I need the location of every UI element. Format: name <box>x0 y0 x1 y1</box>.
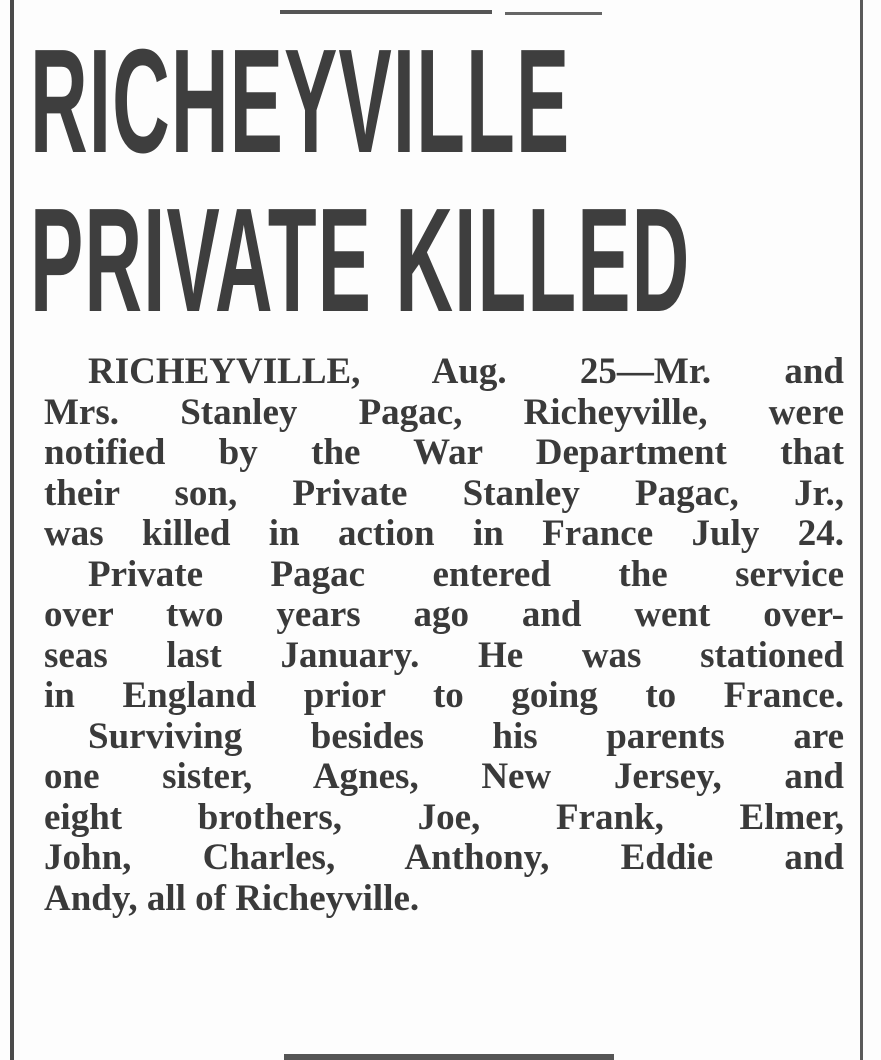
dateline: RICHEYVILLE, Aug. 25—Mr. and <box>88 351 844 392</box>
body-line: John, Charles, Anthony, Eddie and <box>44 837 844 878</box>
body-line: their son, Private Stanley Pagac, Jr., <box>44 472 844 514</box>
body-line: Mrs. Stanley Pagac, Richeyville, were <box>44 391 844 433</box>
body-line: eight brothers, Joe, Frank, Elmer, <box>44 796 844 838</box>
headline-line-2: PRIVATE KILLED <box>30 178 691 343</box>
top-rule-short <box>505 12 602 15</box>
headline-line-1: RICHEYVILLE <box>30 19 571 184</box>
bottom-rule <box>284 1054 614 1060</box>
body-line: in England prior to going to France. <box>44 675 844 716</box>
body-line: was killed in action in France July 24. <box>44 513 844 554</box>
body-line: notified by the War Department that <box>44 432 844 473</box>
paragraph-3-start: Surviving besides his parents are <box>88 715 844 757</box>
article-body <box>44 352 844 919</box>
paragraph-2-start: Private Pagac entered the service <box>88 553 844 595</box>
column-rule-left <box>10 0 14 1060</box>
top-rule <box>280 10 492 14</box>
body-line: over two years ago and went over- <box>44 594 844 635</box>
column-rule-right <box>860 0 863 1060</box>
body-line: seas last January. He was stationed <box>44 634 844 676</box>
body-line: one sister, Agnes, New Jersey, and <box>44 756 844 797</box>
body-line-last: Andy, all of Richeyville. <box>44 877 420 919</box>
